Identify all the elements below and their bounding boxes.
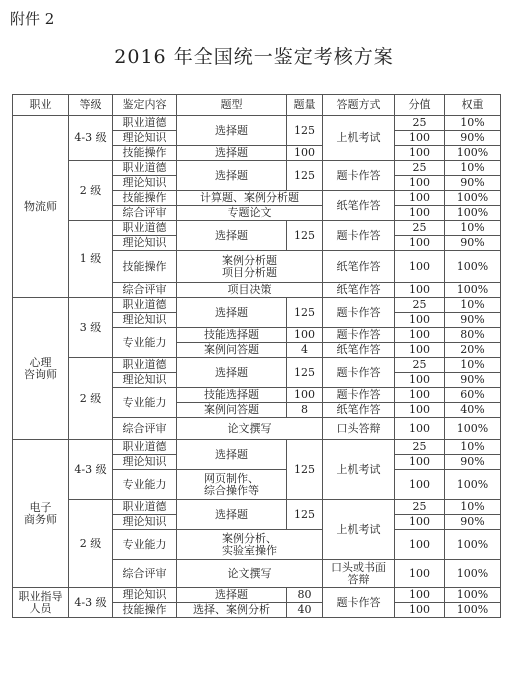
header-level: 等级 bbox=[69, 95, 113, 116]
score-cell: 100 bbox=[395, 388, 445, 403]
qty-cell: 100 bbox=[287, 146, 323, 161]
type-cell: 论文撰写 bbox=[177, 418, 323, 440]
score-cell: 100 bbox=[395, 603, 445, 618]
level-cell: 4-3 级 bbox=[69, 116, 113, 161]
type-cell: 计算题、案例分析题 bbox=[177, 191, 323, 206]
type-cell: 选择题 bbox=[177, 116, 287, 146]
weight-cell: 10% bbox=[445, 221, 501, 236]
qty-cell: 125 bbox=[287, 221, 323, 251]
method-cell: 纸笔作答 bbox=[323, 251, 395, 283]
type-cell: 专题论文 bbox=[177, 206, 323, 221]
content-cell: 职业道德 bbox=[113, 298, 177, 313]
table-row bbox=[13, 588, 501, 603]
weight-cell: 100% bbox=[445, 251, 501, 283]
content-cell: 理论知识 bbox=[113, 176, 177, 191]
score-cell: 25 bbox=[395, 161, 445, 176]
weight-cell: 90% bbox=[445, 131, 501, 146]
table-row bbox=[13, 116, 501, 131]
weight-cell: 90% bbox=[445, 515, 501, 530]
qty-cell: 40 bbox=[287, 603, 323, 618]
content-cell: 技能操作 bbox=[113, 251, 177, 283]
score-cell: 100 bbox=[395, 328, 445, 343]
weight-cell: 100% bbox=[445, 470, 501, 500]
header-job: 职业 bbox=[13, 95, 69, 116]
method-cell: 题卡作答 bbox=[323, 221, 395, 251]
content-cell: 职业道德 bbox=[113, 358, 177, 373]
weight-cell: 80% bbox=[445, 328, 501, 343]
type-cell: 项目决策 bbox=[177, 283, 323, 298]
score-cell: 100 bbox=[395, 560, 445, 588]
score-cell: 100 bbox=[395, 283, 445, 298]
method-cell: 上机考试 bbox=[323, 500, 395, 560]
type-cell: 选择题 bbox=[177, 500, 287, 530]
content-cell: 技能操作 bbox=[113, 603, 177, 618]
score-cell: 25 bbox=[395, 440, 445, 455]
weight-cell: 90% bbox=[445, 313, 501, 328]
job-cell: 电子 商务师 bbox=[13, 440, 69, 588]
qty-cell: 125 bbox=[287, 440, 323, 500]
weight-cell: 20% bbox=[445, 343, 501, 358]
content-cell: 专业能力 bbox=[113, 470, 177, 500]
weight-cell: 10% bbox=[445, 440, 501, 455]
weight-cell: 100% bbox=[445, 560, 501, 588]
score-cell: 25 bbox=[395, 298, 445, 313]
weight-cell: 100% bbox=[445, 588, 501, 603]
table-row bbox=[13, 500, 501, 515]
score-cell: 100 bbox=[395, 236, 445, 251]
content-cell: 专业能力 bbox=[113, 530, 177, 560]
score-cell: 100 bbox=[395, 455, 445, 470]
level-cell: 2 级 bbox=[69, 358, 113, 440]
type-cell: 案例问答题 bbox=[177, 403, 287, 418]
score-cell: 100 bbox=[395, 131, 445, 146]
weight-cell: 100% bbox=[445, 418, 501, 440]
method-cell: 上机考试 bbox=[323, 440, 395, 500]
weight-cell: 100% bbox=[445, 146, 501, 161]
weight-cell: 10% bbox=[445, 116, 501, 131]
method-cell: 口头答辩 bbox=[323, 418, 395, 440]
content-cell: 综合评审 bbox=[113, 206, 177, 221]
level-cell: 4-3 级 bbox=[69, 440, 113, 500]
score-cell: 100 bbox=[395, 530, 445, 560]
method-cell: 纸笔作答 bbox=[323, 283, 395, 298]
table-header bbox=[13, 95, 501, 116]
table-row bbox=[13, 161, 501, 176]
qty-cell: 125 bbox=[287, 116, 323, 146]
weight-cell: 10% bbox=[445, 161, 501, 176]
score-cell: 100 bbox=[395, 418, 445, 440]
type-cell: 案例问答题 bbox=[177, 343, 287, 358]
header-content: 鉴定内容 bbox=[113, 95, 177, 116]
type-cell: 案例分析题 项目分析题 bbox=[177, 251, 323, 283]
type-cell: 选择题 bbox=[177, 440, 287, 470]
score-cell: 25 bbox=[395, 500, 445, 515]
content-cell: 理论知识 bbox=[113, 588, 177, 603]
qty-cell: 100 bbox=[287, 328, 323, 343]
score-cell: 100 bbox=[395, 251, 445, 283]
level-cell: 2 级 bbox=[69, 500, 113, 588]
content-cell: 理论知识 bbox=[113, 515, 177, 530]
content-cell: 理论知识 bbox=[113, 236, 177, 251]
type-cell: 技能选择题 bbox=[177, 388, 287, 403]
type-cell: 网页制作、 综合操作等 bbox=[177, 470, 287, 500]
method-cell: 题卡作答 bbox=[323, 328, 395, 343]
job-cell: 物流师 bbox=[13, 116, 69, 298]
header-method: 答题方式 bbox=[323, 95, 395, 116]
method-cell: 题卡作答 bbox=[323, 588, 395, 618]
type-cell: 选择题 bbox=[177, 588, 287, 603]
score-cell: 100 bbox=[395, 313, 445, 328]
level-cell: 3 级 bbox=[69, 298, 113, 358]
header-score: 分值 bbox=[395, 95, 445, 116]
content-cell: 综合评审 bbox=[113, 560, 177, 588]
method-cell: 口头或书面 答辩 bbox=[323, 560, 395, 588]
method-cell: 纸笔作答 bbox=[323, 343, 395, 358]
level-cell: 1 级 bbox=[69, 221, 113, 298]
weight-cell: 100% bbox=[445, 530, 501, 560]
type-cell: 案例分析、 实验室操作 bbox=[177, 530, 323, 560]
qty-cell: 125 bbox=[287, 298, 323, 328]
score-cell: 100 bbox=[395, 146, 445, 161]
weight-cell: 100% bbox=[445, 206, 501, 221]
table-row bbox=[13, 298, 501, 313]
content-cell: 职业道德 bbox=[113, 500, 177, 515]
attachment-label: 附件 2 bbox=[10, 10, 55, 28]
score-cell: 100 bbox=[395, 191, 445, 206]
document-title: 2016 年全国统一鉴定考核方案 bbox=[114, 46, 394, 68]
method-cell: 题卡作答 bbox=[323, 388, 395, 403]
qty-cell: 80 bbox=[287, 588, 323, 603]
type-cell: 选择题 bbox=[177, 358, 287, 388]
type-cell: 选择题 bbox=[177, 146, 287, 161]
method-cell: 上机考试 bbox=[323, 116, 395, 161]
content-cell: 技能操作 bbox=[113, 146, 177, 161]
score-cell: 25 bbox=[395, 358, 445, 373]
type-cell: 技能选择题 bbox=[177, 328, 287, 343]
score-cell: 100 bbox=[395, 343, 445, 358]
table-row bbox=[13, 440, 501, 455]
content-cell: 理论知识 bbox=[113, 131, 177, 146]
qty-cell: 125 bbox=[287, 358, 323, 388]
weight-cell: 40% bbox=[445, 403, 501, 418]
content-cell: 专业能力 bbox=[113, 388, 177, 418]
type-cell: 论文撰写 bbox=[177, 560, 323, 588]
score-cell: 100 bbox=[395, 588, 445, 603]
score-cell: 100 bbox=[395, 206, 445, 221]
weight-cell: 90% bbox=[445, 236, 501, 251]
content-cell: 综合评审 bbox=[113, 418, 177, 440]
score-cell: 25 bbox=[395, 221, 445, 236]
type-cell: 选择题 bbox=[177, 221, 287, 251]
content-cell: 职业道德 bbox=[113, 116, 177, 131]
method-cell: 纸笔作答 bbox=[323, 191, 395, 221]
method-cell: 纸笔作答 bbox=[323, 403, 395, 418]
weight-cell: 10% bbox=[445, 500, 501, 515]
type-cell: 选择题 bbox=[177, 161, 287, 191]
content-cell: 综合评审 bbox=[113, 283, 177, 298]
method-cell: 题卡作答 bbox=[323, 358, 395, 388]
weight-cell: 90% bbox=[445, 373, 501, 388]
table-row bbox=[13, 221, 501, 236]
qty-cell: 8 bbox=[287, 403, 323, 418]
job-cell: 心理 咨询师 bbox=[13, 298, 69, 440]
weight-cell: 100% bbox=[445, 191, 501, 206]
weight-cell: 90% bbox=[445, 176, 501, 191]
score-cell: 100 bbox=[395, 515, 445, 530]
score-cell: 100 bbox=[395, 176, 445, 191]
type-cell: 选择题 bbox=[177, 298, 287, 328]
weight-cell: 60% bbox=[445, 388, 501, 403]
content-cell: 理论知识 bbox=[113, 455, 177, 470]
content-cell: 专业能力 bbox=[113, 328, 177, 358]
table-row bbox=[13, 358, 501, 373]
score-cell: 100 bbox=[395, 373, 445, 388]
header-type: 题型 bbox=[177, 95, 287, 116]
score-cell: 100 bbox=[395, 470, 445, 500]
level-cell: 2 级 bbox=[69, 161, 113, 221]
qty-cell: 125 bbox=[287, 161, 323, 191]
content-cell: 理论知识 bbox=[113, 313, 177, 328]
job-cell: 职业指导 人员 bbox=[13, 588, 69, 618]
content-cell: 职业道德 bbox=[113, 221, 177, 236]
type-cell: 选择、案例分析 bbox=[177, 603, 287, 618]
header-qty: 题量 bbox=[287, 95, 323, 116]
method-cell: 题卡作答 bbox=[323, 161, 395, 191]
method-cell: 题卡作答 bbox=[323, 298, 395, 328]
qty-cell: 4 bbox=[287, 343, 323, 358]
qty-cell: 125 bbox=[287, 500, 323, 530]
weight-cell: 10% bbox=[445, 358, 501, 373]
score-cell: 100 bbox=[395, 403, 445, 418]
weight-cell: 90% bbox=[445, 455, 501, 470]
content-cell: 职业道德 bbox=[113, 161, 177, 176]
content-cell: 技能操作 bbox=[113, 191, 177, 206]
qty-cell: 100 bbox=[287, 388, 323, 403]
score-cell: 25 bbox=[395, 116, 445, 131]
assessment-table bbox=[12, 94, 501, 618]
content-cell: 理论知识 bbox=[113, 373, 177, 388]
weight-cell: 100% bbox=[445, 283, 501, 298]
weight-cell: 10% bbox=[445, 298, 501, 313]
header-weight: 权重 bbox=[445, 95, 501, 116]
content-cell: 职业道德 bbox=[113, 440, 177, 455]
level-cell: 4-3 级 bbox=[69, 588, 113, 618]
weight-cell: 100% bbox=[445, 603, 501, 618]
